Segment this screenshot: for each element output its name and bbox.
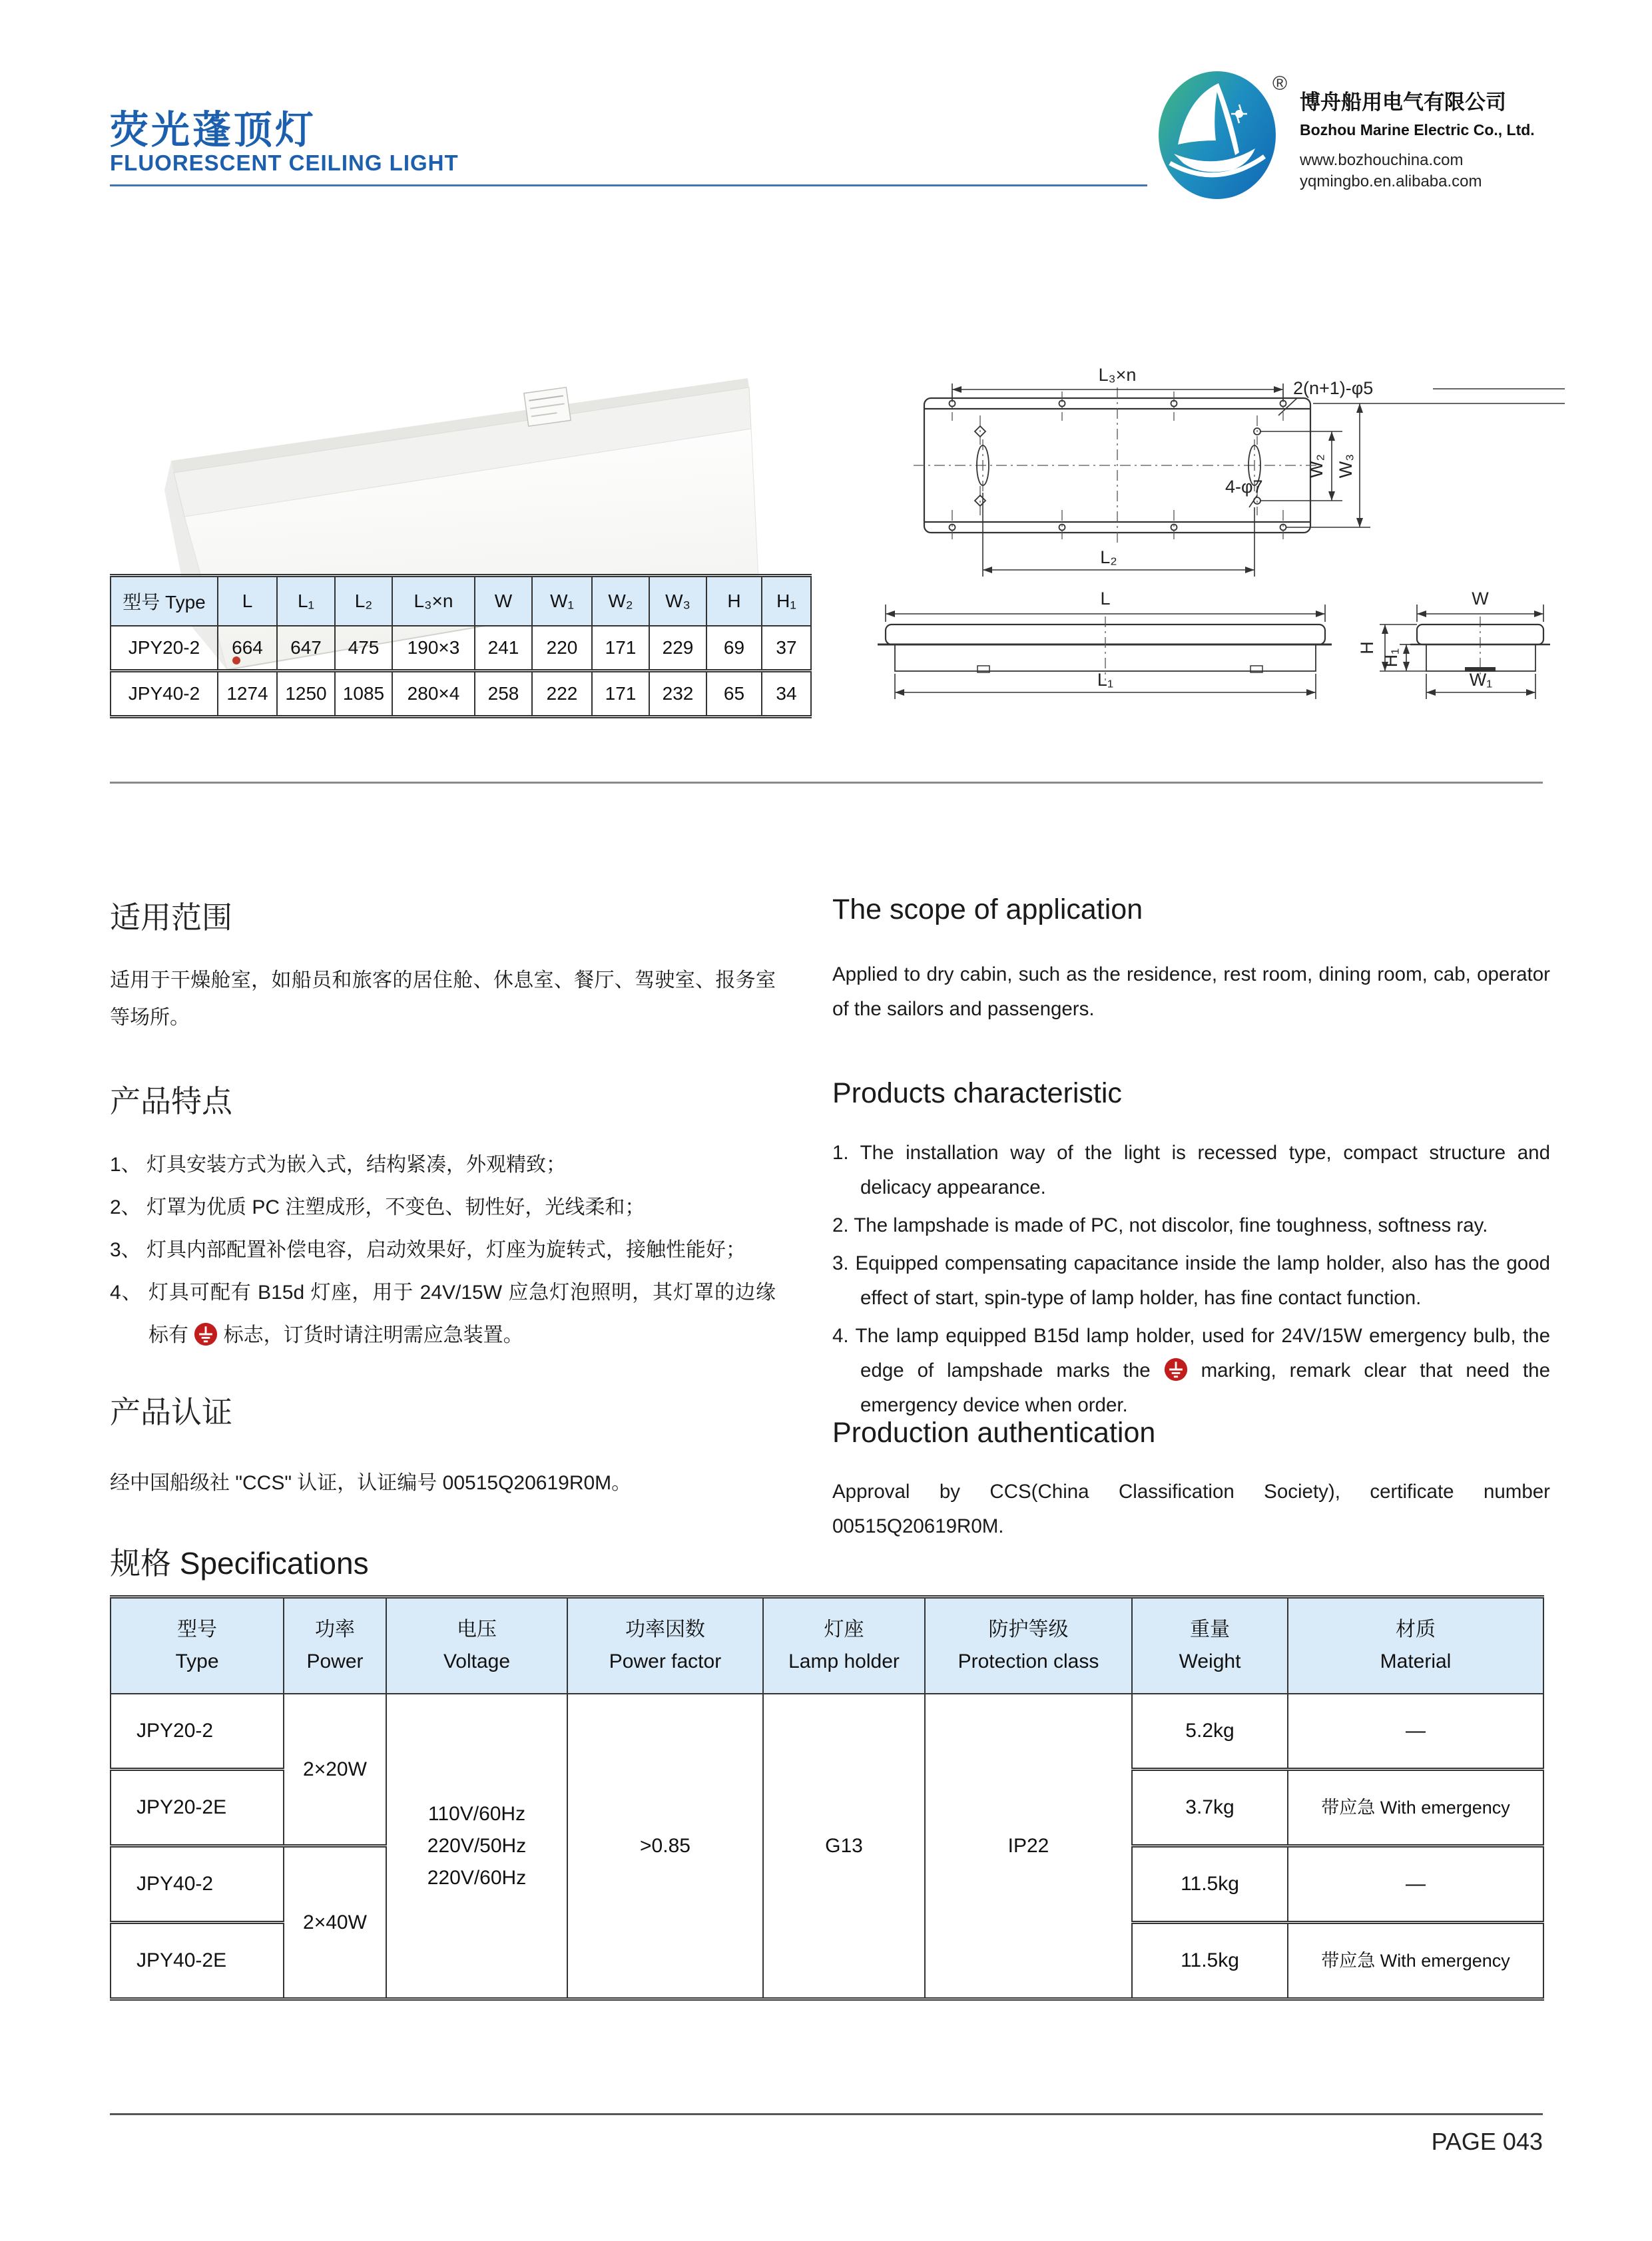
company-block: [1300, 92, 1566, 195]
dim-cell: 232: [649, 671, 706, 717]
features-list-en: [832, 1136, 1550, 1426]
spec-power-factor: >0.85: [567, 1694, 763, 1999]
dim-col-type: 型号 Type: [111, 576, 218, 626]
dim-cell: 475: [335, 626, 392, 671]
registered-mark: ®: [1272, 73, 1288, 95]
emergency-ground-icon: [194, 1319, 218, 1343]
spec-material: —: [1288, 1846, 1543, 1923]
dim-cell: JPY40-2: [111, 671, 218, 717]
spec-type: JPY20-2: [111, 1694, 284, 1770]
page-title-zh: 荧光蓬顶灯: [110, 109, 317, 152]
spec-col-protection: 防护等级 Protection class: [925, 1597, 1132, 1694]
table-row: [111, 626, 811, 671]
spec-col-power: 功率 Power: [284, 1597, 386, 1694]
dim-cell: 229: [649, 626, 706, 671]
dim-col-h1: H₁: [762, 576, 811, 626]
dim-label-l1: L₁: [1097, 670, 1114, 690]
spec-power: 2×40W: [284, 1846, 386, 1999]
certification-title-en: Production authentication: [832, 1417, 1156, 1449]
features-title-zh: 产品特点: [110, 1084, 232, 1119]
dim-cell: 190×3: [392, 626, 475, 671]
section-divider: [110, 782, 1543, 784]
footer-divider: [110, 2113, 1543, 2115]
spec-power: 2×20W: [284, 1694, 386, 1846]
list-item: 1、 灯具安装方式为嵌入式，结构紧凑，外观精致；: [110, 1154, 567, 1176]
table-row: [111, 671, 811, 717]
dim-col-w3: W₃: [649, 576, 706, 626]
title-divider: [110, 184, 1147, 186]
spec-material: 带应急 With emergency: [1288, 1923, 1543, 1999]
spec-col-lamp-holder: 灯座 Lamp holder: [763, 1597, 925, 1694]
dim-col-h: H: [706, 576, 762, 626]
spec-col-power-factor: 功率因数 Power factor: [567, 1597, 763, 1694]
dim-cell: 171: [592, 626, 649, 671]
spec-material: —: [1288, 1694, 1543, 1770]
dim-cell: 171: [592, 671, 649, 717]
dimension-table-header-row: [111, 576, 811, 626]
scope-body-zh: 适用于干燥舱室，如船员和旅客的居住舱、休息室、餐厅、驾驶室、报务室等场所。: [110, 969, 776, 1029]
page-title-en: FLUORESCENT CEILING LIGHT: [110, 150, 459, 175]
feature4-text-pre: 4、 灯具可配有 B15d 灯座，用于 24V/15W 应急灯泡照明，其灯罩的边缘标有: [110, 1282, 776, 1346]
spec-voltage: 110V/60Hz 220V/50Hz 220V/60Hz: [386, 1694, 567, 1999]
dim-cell: 647: [277, 626, 335, 671]
dim-label-w: W: [1472, 589, 1489, 609]
dim-col-w2: W₂: [592, 576, 649, 626]
list-item: 2、 灯罩为优质 PC 注塑成形，不变色、韧性好，光线柔和；: [110, 1196, 645, 1218]
emergency-ground-icon: [1164, 1358, 1188, 1381]
dim-label-top-holes: 2(n+1)-φ5: [1293, 378, 1374, 398]
spec-type: JPY40-2E: [111, 1923, 284, 1999]
spec-material: 带应急 With emergency: [1288, 1770, 1543, 1846]
certification-body-en: Approval by CCS(China Classification Society), certificate number 00515Q20619R0M.: [832, 1481, 1550, 1537]
specifications-table: [110, 1595, 1544, 2001]
dim-cell: 1250: [277, 671, 335, 717]
company-name-en: Bozhou Marine Electric Co., Ltd.: [1300, 121, 1535, 138]
spec-weight: 11.5kg: [1132, 1846, 1288, 1923]
dim-label-corner-holes: 4-φ7: [1225, 477, 1263, 497]
spec-protection-class: IP22: [925, 1694, 1132, 1999]
dim-cell: 37: [762, 626, 811, 671]
dim-col-l: L: [218, 576, 277, 626]
list-item: 1. The installation way of the light is recessed type, compact structure and delicacy appearance.: [832, 1142, 1550, 1198]
spec-type: JPY40-2: [111, 1846, 284, 1923]
dim-col-l1: L₁: [277, 576, 335, 626]
spec-lamp-holder: G13: [763, 1694, 925, 1999]
feature4-text-post: marking, remark clear that need the emergency device when order.: [860, 1360, 1550, 1416]
certification-body-zh: 经中国船级社 "CCS" 认证，认证编号 00515Q20619R0M。: [110, 1472, 632, 1494]
list-item: 2. The lampshade is made of PC, not discolor, fine toughness, softness ray.: [832, 1214, 1488, 1236]
dim-label-w3: W₃: [1336, 453, 1356, 479]
company-website-2: yqmingbo.en.alibaba.com: [1300, 172, 1482, 190]
dim-cell: 65: [706, 671, 762, 717]
list-item: 3、 灯具内部配置补偿电容，启动效果好，灯座为旋转式，接触性能好；: [110, 1239, 746, 1261]
list-item: [110, 1272, 776, 1357]
dim-cell: 241: [475, 626, 532, 671]
dim-cell: 280×4: [392, 671, 475, 717]
scope-title-zh: 适用范围: [110, 900, 232, 935]
spec-header-row: [111, 1597, 1543, 1694]
dim-cell: 69: [706, 626, 762, 671]
table-row: [111, 1694, 1543, 1770]
dim-cell: 222: [532, 671, 592, 717]
company-name-zh: 博舟船用电气有限公司: [1300, 91, 1506, 114]
specs-heading: 规格 Specifications: [110, 1546, 369, 1581]
dim-label-l: L: [1100, 589, 1111, 609]
features-title-en: Products characteristic: [832, 1077, 1122, 1109]
scope-title-en: The scope of application: [832, 893, 1143, 925]
list-item: [832, 1319, 1550, 1423]
dim-label-h: H: [1357, 641, 1377, 654]
dim-label-l2: L₂: [1100, 547, 1117, 567]
company-logo-icon: [1154, 63, 1290, 203]
spec-col-material: 材质 Material: [1288, 1597, 1543, 1694]
spec-weight: 11.5kg: [1132, 1923, 1288, 1999]
technical-drawing: [866, 360, 1638, 706]
dim-label-w1: W₁: [1469, 670, 1493, 690]
spec-weight: 3.7kg: [1132, 1770, 1288, 1846]
dim-cell: 1085: [335, 671, 392, 717]
spec-col-type: 型号 Type: [111, 1597, 284, 1694]
dim-cell: 220: [532, 626, 592, 671]
dim-cell: 664: [218, 626, 277, 671]
dim-col-w1: W₁: [532, 576, 592, 626]
dim-label-w2: W₂: [1306, 454, 1326, 478]
product-label: [524, 387, 571, 426]
dim-col-l2: L₂: [335, 576, 392, 626]
dimension-table: [110, 574, 812, 718]
list-item: 3. Equipped compensating capacitance inside the lamp holder, also has the good effect of start, spin-type of lamp holder, has fine contact function.: [832, 1252, 1550, 1309]
dim-cell: 1274: [218, 671, 277, 717]
dim-label-pitch: L₃×n: [1098, 365, 1137, 385]
feature4-text-post: 标志，订货时请注明需应急装置。: [223, 1324, 523, 1346]
dim-label-h1: H₁: [1381, 648, 1401, 668]
spec-type: JPY20-2E: [111, 1770, 284, 1846]
spec-col-weight: 重量 Weight: [1132, 1597, 1288, 1694]
spec-col-voltage: 电压 Voltage: [386, 1597, 567, 1694]
scope-body-en: Applied to dry cabin, such as the residence, rest room, dining room, cab, operator of the sailors and passengers.: [832, 963, 1550, 1020]
spec-weight: 5.2kg: [1132, 1694, 1288, 1770]
dim-cell: JPY20-2: [111, 626, 218, 671]
page-number: PAGE 043: [1431, 2128, 1543, 2155]
dim-col-w: W: [475, 576, 532, 626]
dim-col-l3n: L₃×n: [392, 576, 475, 626]
features-list-zh: [110, 1144, 776, 1357]
company-website: www.bozhouchina.com: [1300, 151, 1464, 169]
dim-cell: 258: [475, 671, 532, 717]
feature4-text-pre: 4. The lamp equipped B15d lamp holder, used for 24V/15W emergency bulb, the edge of lampshade marks the: [832, 1325, 1550, 1381]
dim-cell: 34: [762, 671, 811, 717]
certification-title-zh: 产品认证: [110, 1395, 232, 1429]
